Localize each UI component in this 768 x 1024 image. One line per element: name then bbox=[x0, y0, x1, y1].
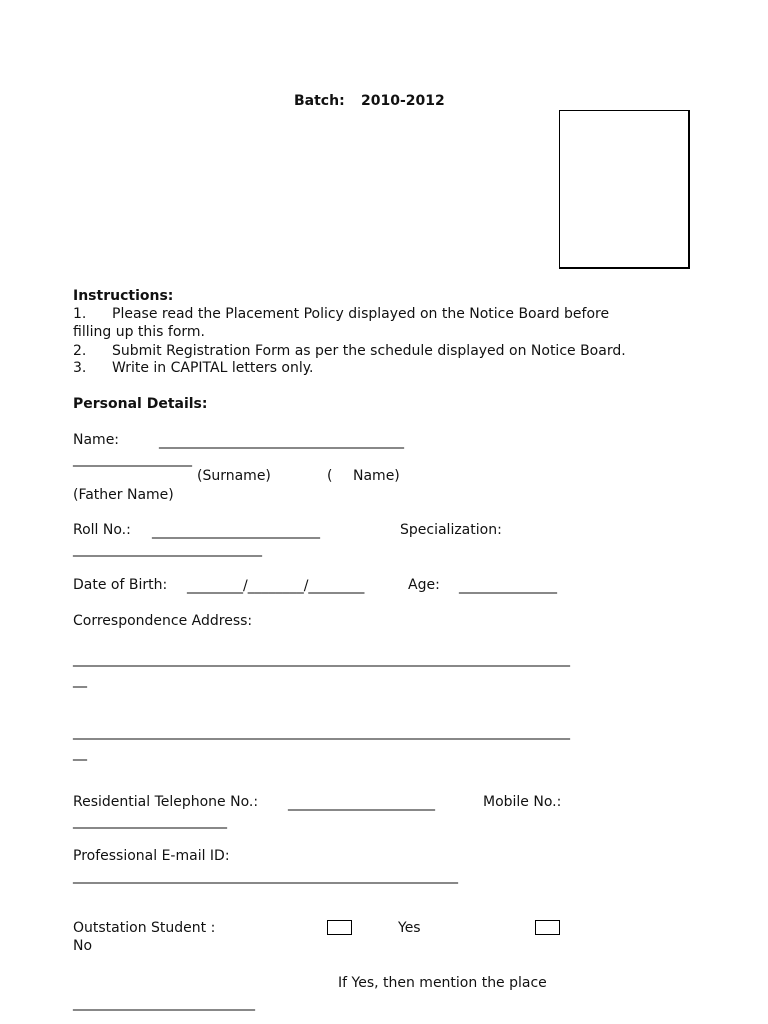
instructions-heading: Instructions: bbox=[73, 288, 174, 304]
roll-no-field-line[interactable]: ________________________ bbox=[152, 523, 320, 539]
personal-details-heading: Personal Details: bbox=[73, 396, 208, 412]
address-field-line-1-continuation[interactable]: __ bbox=[73, 672, 87, 688]
place-field-line[interactable]: __________________________ bbox=[73, 995, 255, 1011]
instruction-2-number: 2. bbox=[73, 343, 87, 359]
age-field-line[interactable]: ______________ bbox=[459, 578, 557, 594]
mobile-no-label: Mobile No.: bbox=[483, 794, 562, 810]
address-field-line-2[interactable]: _______________________________________________________________________ bbox=[73, 724, 570, 740]
name-field-line[interactable]: ___________________________________ bbox=[159, 433, 404, 449]
instruction-1-text: Please read the Placement Policy displayed on the Notice Board before bbox=[112, 306, 610, 322]
batch-value: 2010-2012 bbox=[361, 93, 445, 109]
specialization-field-line[interactable]: ___________________________ bbox=[73, 541, 262, 557]
roll-no-label: Roll No.: bbox=[73, 522, 131, 538]
outstation-yes-label: Yes bbox=[398, 920, 421, 936]
name-field-line-2[interactable]: _________________ bbox=[73, 451, 192, 467]
instruction-3-text: Write in CAPITAL letters only. bbox=[112, 360, 314, 376]
professional-email-field-line[interactable]: _______________________________________________________ bbox=[73, 868, 458, 884]
place-label: If Yes, then mention the place bbox=[338, 975, 547, 991]
professional-email-label: Professional E-mail ID: bbox=[73, 848, 230, 864]
outstation-no-checkbox[interactable] bbox=[535, 920, 560, 935]
residential-telephone-label: Residential Telephone No.: bbox=[73, 794, 259, 810]
name-hint-open-paren: ( bbox=[327, 468, 333, 484]
specialization-label: Specialization: bbox=[400, 522, 502, 538]
date-of-birth-label: Date of Birth: bbox=[73, 577, 168, 593]
outstation-yes-checkbox[interactable] bbox=[327, 920, 352, 935]
name-hint: Name) bbox=[353, 468, 400, 484]
date-of-birth-field-line[interactable]: ________/________/________ bbox=[187, 578, 365, 594]
outstation-student-label: Outstation Student : bbox=[73, 920, 216, 936]
surname-hint: (Surname) bbox=[197, 468, 271, 484]
address-field-line-2-continuation[interactable]: __ bbox=[73, 745, 87, 761]
mobile-no-field-line[interactable]: ______________________ bbox=[73, 813, 227, 829]
correspondence-address-label: Correspondence Address: bbox=[73, 613, 253, 629]
instruction-1-continuation: filling up this form. bbox=[73, 324, 205, 340]
age-label: Age: bbox=[408, 577, 440, 593]
instruction-2-text: Submit Registration Form as per the schedule displayed on Notice Board. bbox=[112, 343, 626, 359]
instruction-3-number: 3. bbox=[73, 360, 87, 376]
address-field-line-1[interactable]: _______________________________________________________________________ bbox=[73, 651, 570, 667]
outstation-no-label: No bbox=[73, 938, 93, 954]
instruction-1-number: 1. bbox=[73, 306, 87, 322]
photo-box bbox=[559, 110, 690, 269]
batch-label: Batch: bbox=[294, 93, 345, 109]
residential-telephone-field-line[interactable]: _____________________ bbox=[288, 795, 435, 811]
father-name-hint: (Father Name) bbox=[73, 487, 174, 503]
name-label: Name: bbox=[73, 432, 120, 448]
